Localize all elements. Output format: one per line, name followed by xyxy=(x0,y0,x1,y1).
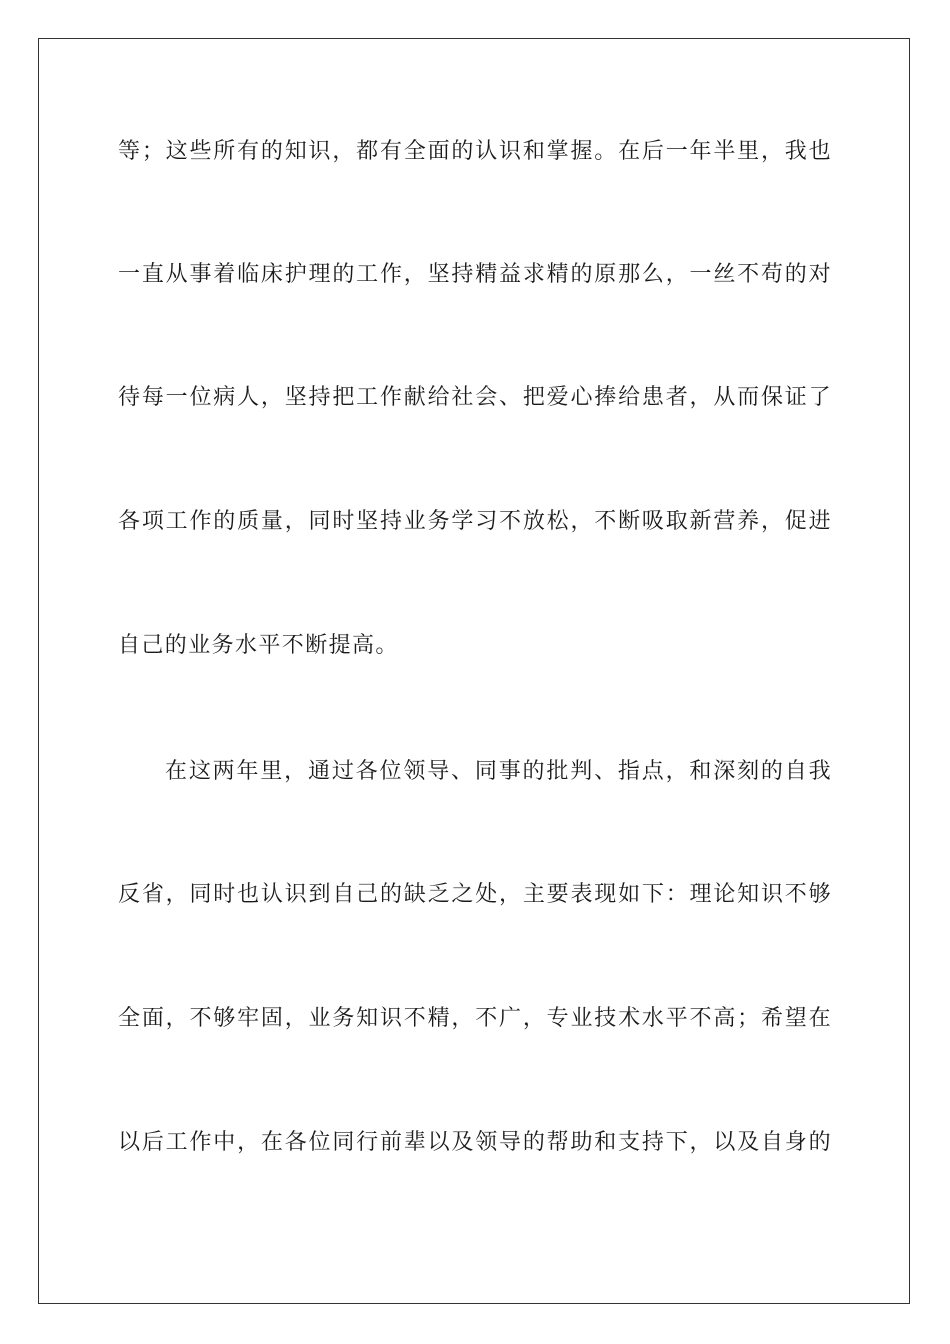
paragraph-line: 全面，不够牢固，业务知识不精，不广，专业技术水平不高；希望在 xyxy=(118,1006,832,1031)
paragraph-line: 一直从事着临床护理的工作，坚持精益求精的原那么，一丝不苟的对 xyxy=(118,262,832,287)
paragraph-line: 以后工作中，在各位同行前辈以及领导的帮助和支持下，以及自身的 xyxy=(118,1130,832,1155)
paragraph-line: 等；这些所有的知识，都有全面的认识和掌握。在后一年半里，我也 xyxy=(118,139,832,164)
paragraph-line: 在这两年里，通过各位领导、同事的批判、指点，和深刻的自我 xyxy=(165,759,832,784)
page-border xyxy=(38,38,910,1304)
paragraph-line: 各项工作的质量，同时坚持业务学习不放松，不断吸取新营养，促进 xyxy=(118,509,832,534)
paragraph-line: 自己的业务水平不断提高。 xyxy=(118,633,399,658)
paragraph-line: 待每一位病人，坚持把工作献给社会、把爱心捧给患者，从而保证了 xyxy=(118,385,832,410)
paragraph-line: 反省，同时也认识到自己的缺乏之处，主要表现如下：理论知识不够 xyxy=(118,882,832,907)
